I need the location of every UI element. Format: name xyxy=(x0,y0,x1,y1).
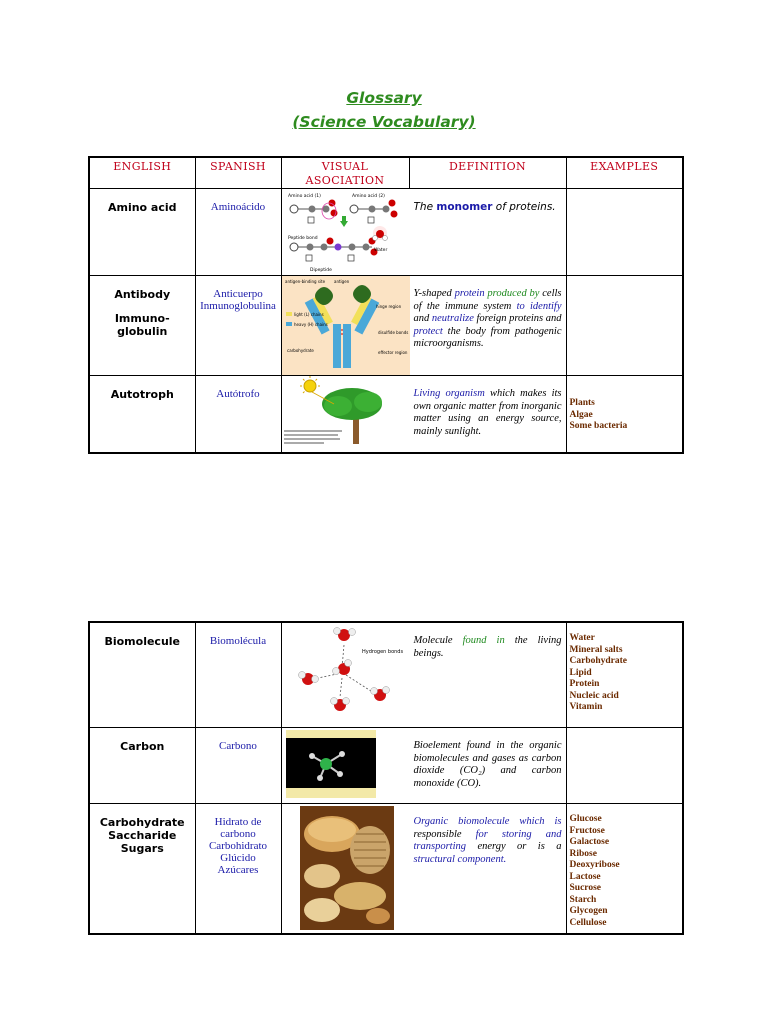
term-spanish-line: Carbohidrato xyxy=(208,840,268,852)
spacer xyxy=(90,301,195,312)
image-label: Dipeptide xyxy=(309,268,332,273)
definition-text: cells of the immune system xyxy=(413,288,562,312)
page-subtitle: (Science Vocabulary) xyxy=(292,113,476,131)
table-row xyxy=(89,376,683,454)
image-label: Peptide bond xyxy=(287,236,318,241)
definition-highlight: protect xyxy=(413,325,443,337)
example-item: Galactose xyxy=(569,837,610,847)
example-item: Plants xyxy=(569,398,595,408)
example-item: Lactose xyxy=(569,871,601,882)
term-spanish-line: Glúcido xyxy=(220,852,256,864)
term-english-line: globulin xyxy=(117,325,168,338)
header-definition: DEFINITION xyxy=(409,157,566,189)
page-title: Glossary xyxy=(346,89,422,107)
term-english-line: Saccharide xyxy=(108,829,177,842)
definition-text: the body from pathogenic microorganisms. xyxy=(413,325,562,349)
water-molecules-image xyxy=(281,622,409,728)
term-spanish: Carbono xyxy=(195,728,281,804)
term-spanish: Aminoácido xyxy=(195,189,281,276)
definition-highlight: Living organism xyxy=(413,388,485,399)
term-spanish-line: Inmunoglobulina xyxy=(200,300,276,312)
definition-highlight: structural component. xyxy=(413,853,507,865)
term-english-line: Sugars xyxy=(120,842,164,855)
example-item: Vitamin xyxy=(569,702,603,712)
term-definition xyxy=(409,189,566,276)
definition-highlight: protein xyxy=(454,288,485,299)
image-label: Water xyxy=(373,248,387,253)
term-english: Carbon xyxy=(89,728,195,804)
term-definition: Bioelement found in the organic biomolecules and gases as carbon dioxide (CO₂) and carbon monoxide (CO). xyxy=(409,728,566,804)
term-english: Autotroph xyxy=(89,376,195,454)
term-spanish xyxy=(195,276,281,376)
image-label: Amino acid (1) xyxy=(287,194,321,199)
term-spanish xyxy=(195,804,281,935)
term-english xyxy=(89,804,195,935)
definition-text: of proteins. xyxy=(492,201,556,213)
term-spanish-line: Anticuerpo xyxy=(213,288,263,300)
term-english xyxy=(89,276,195,376)
image-label: antigen-binding site xyxy=(284,279,325,284)
term-examples xyxy=(566,804,683,935)
term-spanish: Autótrofo xyxy=(195,376,281,454)
term-definition xyxy=(409,376,566,454)
image-label: carbohydrate xyxy=(286,348,314,353)
image-label: light (L) chains xyxy=(293,312,324,317)
definition-highlight: for storing and transporting xyxy=(413,828,562,852)
term-english-line: Antibody xyxy=(114,288,171,301)
table-row xyxy=(89,804,683,935)
table-row xyxy=(89,276,683,376)
example-item: Glycogen xyxy=(569,906,608,916)
term-examples xyxy=(566,728,683,804)
example-item: Sucrose xyxy=(569,883,601,893)
example-item: Some bacteria xyxy=(569,421,628,431)
definition-text: foreign proteins and xyxy=(473,313,562,324)
example-item: Deoxyribose xyxy=(569,860,620,870)
definition-highlight: neutralize xyxy=(431,313,474,324)
term-english-line: Carbohydrate xyxy=(99,816,185,829)
example-item: Protein xyxy=(569,679,600,689)
header-visual-line1: VISUAL xyxy=(321,160,369,173)
table-row xyxy=(89,728,683,804)
carbon-molecule-image xyxy=(281,728,409,804)
definition-highlight: Organic biomolecule xyxy=(413,816,510,827)
image-label: hinge region xyxy=(375,304,401,309)
definition-text: responsible xyxy=(413,828,476,840)
example-item: Lipid xyxy=(569,667,592,678)
example-item: Carbohydrate xyxy=(569,656,628,666)
image-label: disulfide bonds xyxy=(377,330,408,335)
definition-highlight: which is xyxy=(509,816,562,827)
example-item: Algae xyxy=(569,409,593,420)
example-item: Glucose xyxy=(569,814,602,824)
term-english: Biomolecule xyxy=(89,622,195,728)
term-english: Amino acid xyxy=(89,189,195,276)
definition-text: and xyxy=(413,313,432,324)
table-row xyxy=(89,622,683,728)
term-definition xyxy=(409,276,566,376)
antibody-image xyxy=(281,276,409,376)
definition-highlight: to identify xyxy=(516,300,562,312)
example-item: Nucleic acid xyxy=(569,690,619,701)
term-definition xyxy=(409,804,566,935)
image-label: heavy (H) chains xyxy=(293,322,328,327)
image-label: Amino acid (2) xyxy=(351,194,385,199)
term-examples xyxy=(566,189,683,276)
term-definition xyxy=(409,622,566,728)
term-spanish-line: Azúcares xyxy=(217,864,259,876)
header-english: ENGLISH xyxy=(89,157,195,189)
definition-text: Y-shaped xyxy=(413,288,455,299)
definition-text: The xyxy=(413,201,437,213)
autotroph-tree-image xyxy=(281,376,409,454)
definition-text: Molecule xyxy=(413,635,463,646)
example-item: Mineral salts xyxy=(569,644,623,655)
term-examples xyxy=(566,376,683,454)
definition-highlight: produced by xyxy=(487,288,540,299)
example-item: Ribose xyxy=(569,848,597,859)
term-examples xyxy=(566,276,683,376)
term-spanish-line: Hidrato de xyxy=(214,816,262,828)
example-item: Cellulose xyxy=(569,917,607,928)
amino-acid-image xyxy=(281,189,409,276)
table-row xyxy=(89,189,683,276)
image-label: antigen xyxy=(333,279,349,284)
image-label: effector region xyxy=(377,350,407,355)
glossary-table-2 xyxy=(88,621,684,935)
header-visual-line2: ASOCIATION xyxy=(305,174,385,187)
table-header-row xyxy=(89,157,683,189)
glossary-table-1 xyxy=(88,156,684,454)
definition-highlight: found in xyxy=(462,635,505,646)
term-spanish: Biomolécula xyxy=(195,622,281,728)
bread-pasta-image xyxy=(281,804,409,935)
example-item: Water xyxy=(569,633,595,643)
definition-highlight: monomer xyxy=(436,201,493,213)
definition-text: which makes its own organic matter from inorganic matter using an energy source, mainly sunlight. xyxy=(413,388,562,437)
definition-text: energy or is a xyxy=(466,841,562,852)
term-examples xyxy=(566,622,683,728)
example-item: Fructose xyxy=(569,825,605,836)
term-english-line: Immuno- xyxy=(114,312,170,325)
example-item: Starch xyxy=(569,894,597,905)
image-label: Hydrogen bonds xyxy=(361,649,403,655)
term-spanish-line: carbono xyxy=(220,828,256,840)
header-visual xyxy=(281,157,409,189)
definition-text: the living beings. xyxy=(413,635,562,659)
header-examples: EXAMPLES xyxy=(566,157,683,189)
header-spanish: SPANISH xyxy=(195,157,281,189)
